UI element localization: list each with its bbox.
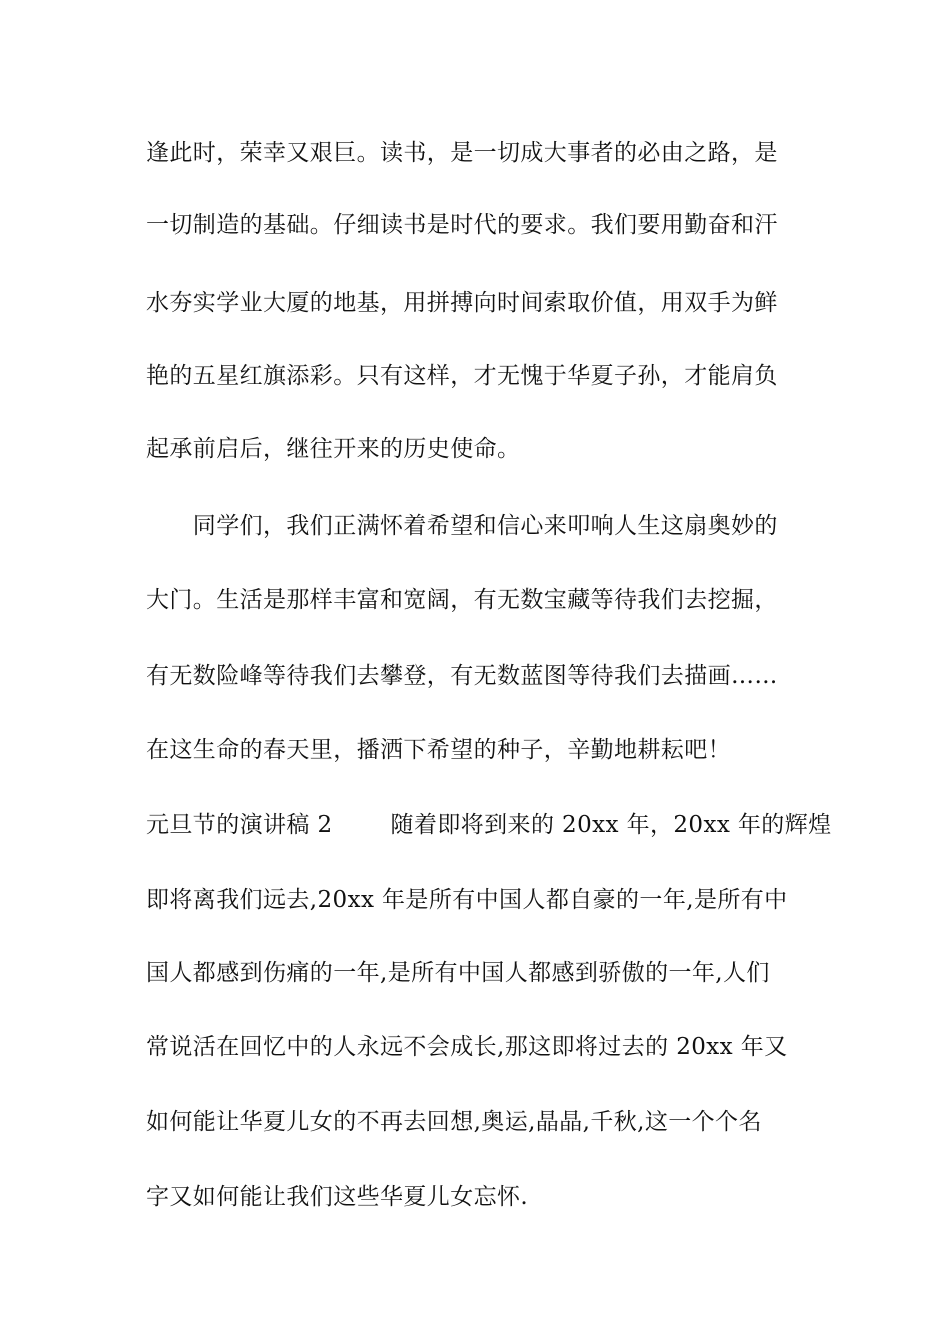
paragraph-1-line-3: 水夯实学业大厦的地基，用拼搏向时间索取价值，用双手为鲜 [146,290,778,316]
section-2-line-3: 国人都感到伤痛的一年,是所有中国人都感到骄傲的一年,人们 [146,960,770,986]
paragraph-2-line-1: 同学们，我们正满怀着希望和信心来叩响人生这扇奥妙的 [146,513,778,539]
section-2-heading: 元旦节的演讲稿 2 [146,812,333,838]
section-2-line-4: 常说活在回忆中的人永远不会成长,那这即将过去的 20xx 年又 [146,1034,788,1060]
section-2-first-line [146,810,832,840]
paragraph-1-line-2: 一切制造的基础。仔细读书是时代的要求。我们要用勤奋和汗 [146,212,778,238]
section-2-line-5: 如何能让华夏儿女的不再去回想,奥运,晶晶,千秋,这一个个名 [146,1109,762,1135]
paragraph-2-line-2: 大门。生活是那样丰富和宽阔，有无数宝藏等待我们去挖掘， [146,587,778,613]
paragraph-1-line-4: 艳的五星红旗添彩。只有这样，才无愧于华夏子孙，才能肩负 [146,363,778,389]
section-2-line-6: 字又如何能让我们这些华夏儿女忘怀. [146,1184,529,1210]
section-2-first-line-text: 随着即将到来的 20xx 年，20xx 年的辉煌 [390,812,832,838]
section-2-line-2: 即将离我们远去,20xx 年是所有中国人都自豪的一年,是所有中 [146,887,788,913]
paragraph-1-line-5: 起承前启后，继往开来的历史使命。 [146,436,521,462]
paragraph-2-line-3: 有无数险峰等待我们去攀登，有无数蓝图等待我们去描画…… [146,663,778,689]
paragraph-2-line-4: 在这生命的春天里，播洒下希望的种子，辛勤地耕耘吧！ [146,737,731,763]
paragraph-1-line-1: 逢此时，荣幸又艰巨。读书，是一切成大事者的必由之路，是 [146,140,778,166]
